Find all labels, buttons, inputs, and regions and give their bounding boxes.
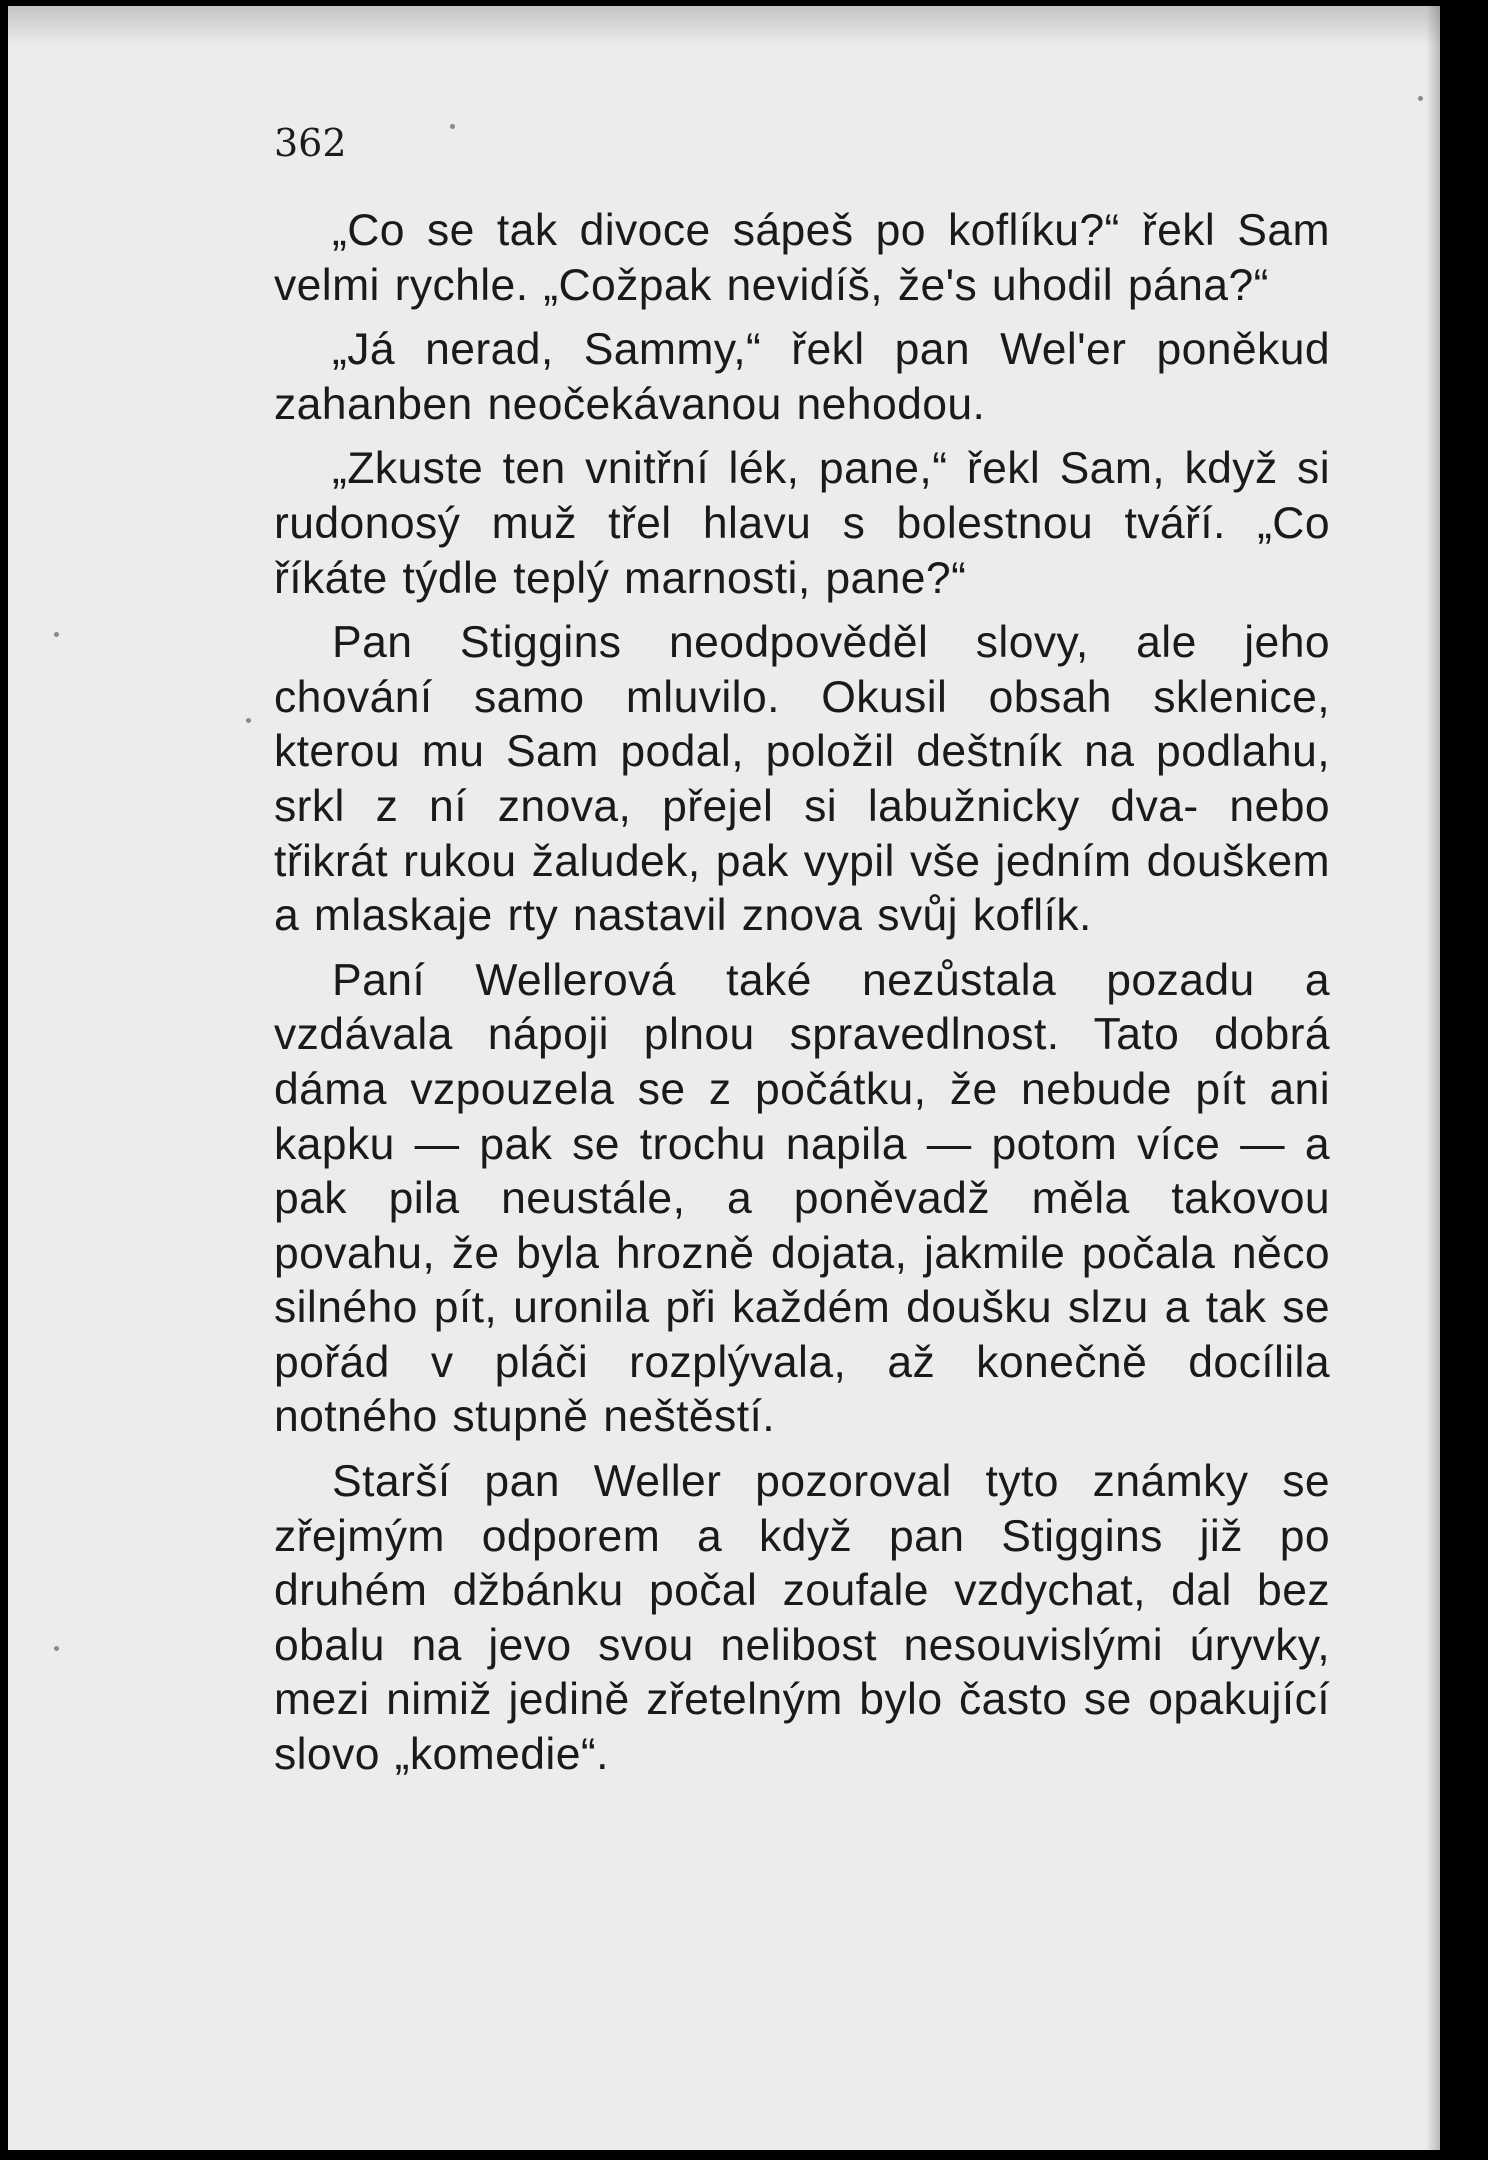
paragraph-4: Pan Stiggins neodpověděl slovy, ale jeho chování samo mluvilo. Okusil obsah sklenice, kterou mu Sam podal, položil deštník na podlahu, srkl z ní znova, přejel si labužnicky dva- nebo třikrát rukou žaludek, pak vypil vše jedním douškem a mlaskaje rty nastavil znova svůj koflík.	[274, 618, 1330, 941]
scan-speck	[1418, 96, 1423, 101]
paragraph-3: „Zkuste ten vnitřní lék, pane,“ řekl Sam, když si rudonosý muž třel hlavu s bolestnou tváří. „Co říkáte týdle teplý marnosti, pane?“	[274, 444, 1330, 603]
scan-speck	[54, 632, 59, 637]
paragraph-6: Starší pan Weller pozoroval tyto známky se zřejmým odporem a když pan Stiggins již po druhém džbánku počal zoufale vzdychat, dal bez obalu na jevo svou nelibost nesouvislými úryvky, mezi nimiž jedině zřetelným bylo často se opakující slovo „komedie“.	[274, 1457, 1330, 1780]
scan-speck	[450, 124, 455, 129]
scan-speck	[246, 718, 251, 723]
page-number: 362	[274, 121, 347, 165]
book-page	[8, 6, 1440, 2150]
paragraph-1: „Co se tak divoce sápeš po koflíku?“ řekl Sam velmi rychle. „Cožpak nevidíš, že's uhodil pána?“	[274, 206, 1330, 310]
scan-speck	[54, 1646, 59, 1651]
body-text	[274, 204, 1330, 1783]
paragraph-5: Paní Wellerová také nezůstala pozadu a vzdávala nápoji plnou spravedlnost. Tato dobrá dáma vzpouzela se z počátku, že nebude pít ani kapku — pak se trochu napila — potom více — a pak pila neustále, a poněvadž měla takovou povahu, že byla hrozně dojata, jakmile počala něco silného pít, uronila při každém doušku slzu a tak se pořád v pláči rozplývala, až konečně docílila notného stupně neštěstí.	[274, 955, 1330, 1442]
paragraph-2: „Já nerad, Sammy,“ řekl pan Wel'er poněkud zahanben neočekávanou nehodou.	[274, 325, 1330, 429]
